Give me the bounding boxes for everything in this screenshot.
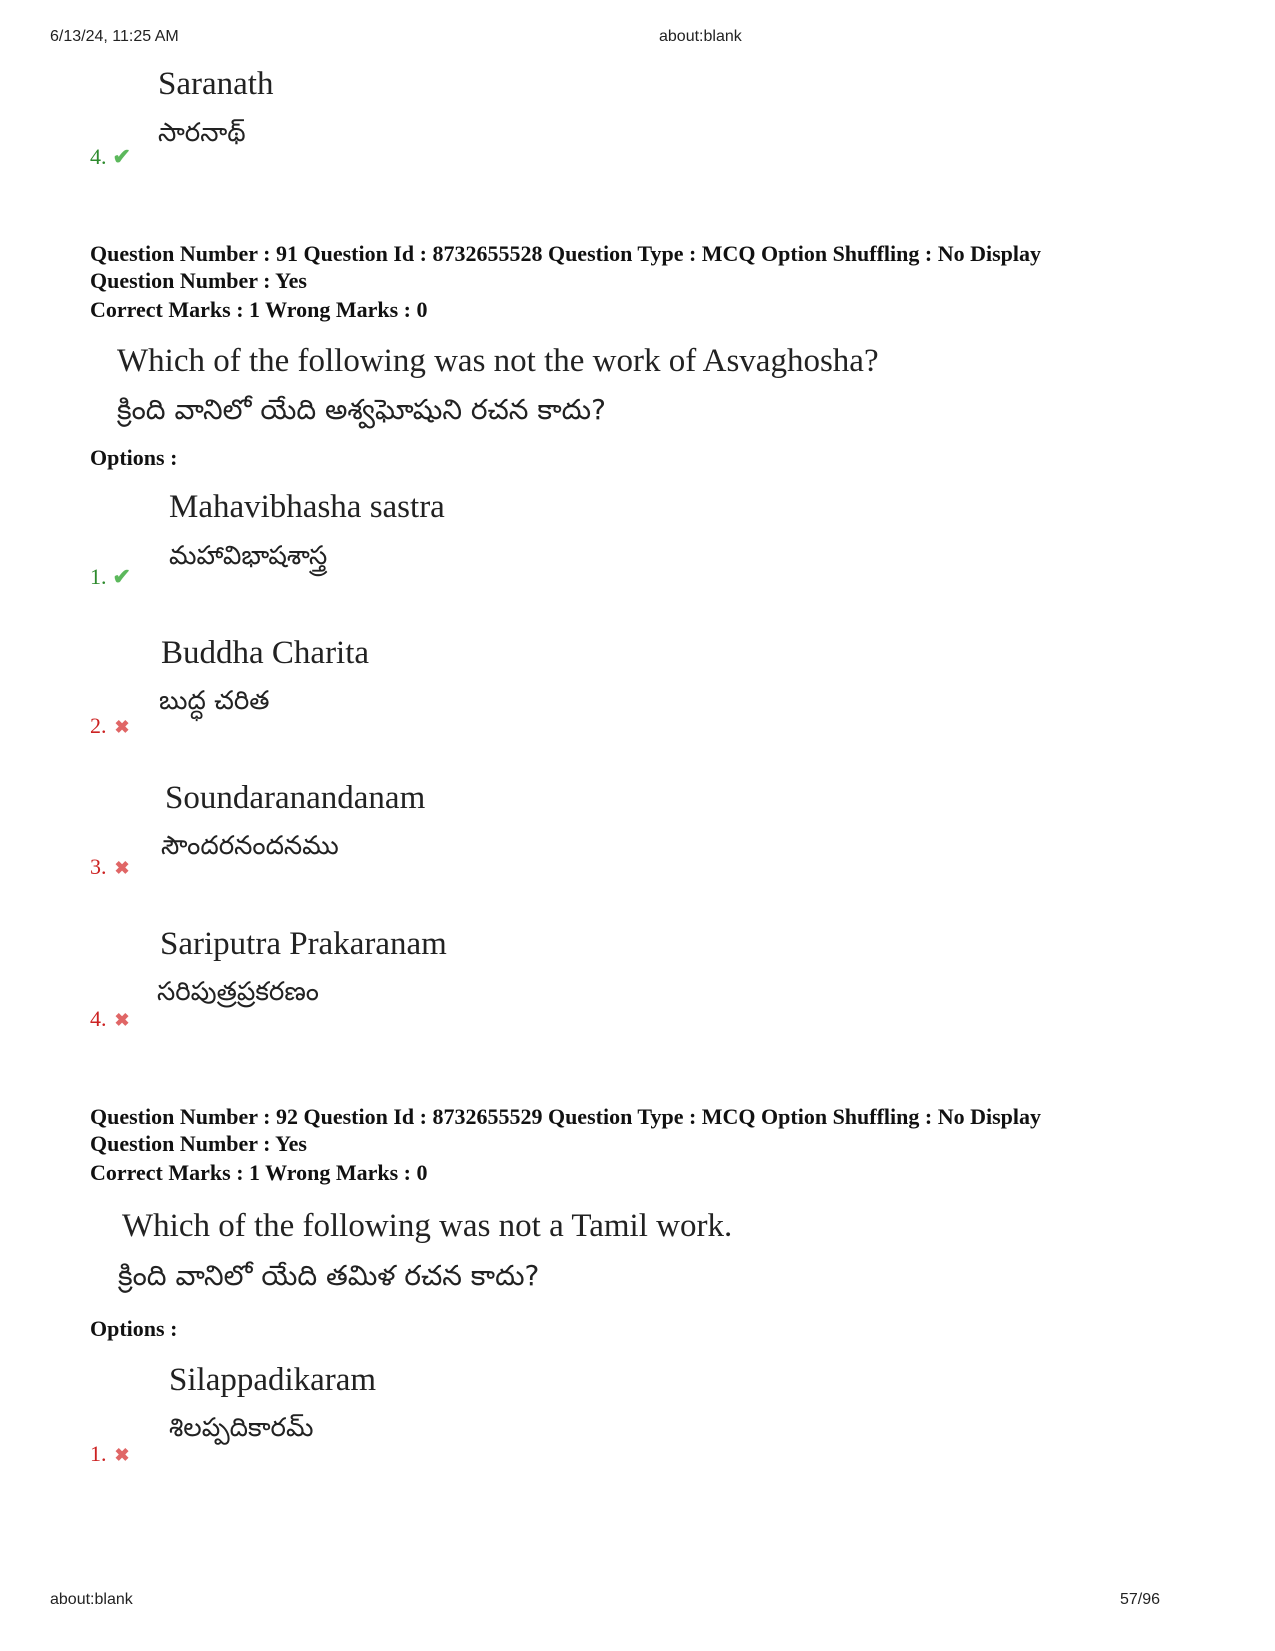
option-number-label: 2. xyxy=(90,713,107,738)
option-number-label: 1. xyxy=(90,564,107,589)
option-text-te: మహావిభాషశాస్త్ర xyxy=(169,541,328,571)
option-text-en: Silappadikaram xyxy=(169,1362,377,1398)
cross-icon: ✖ xyxy=(114,858,130,878)
question-meta-line2: Question Number : Yes xyxy=(90,1131,307,1156)
question-meta-line2: Question Number : Yes xyxy=(90,268,307,293)
option-number xyxy=(90,144,131,170)
option-text-en: Sariputra Prakaranam xyxy=(160,926,447,962)
option-number xyxy=(90,564,131,590)
option-number-label: 1. xyxy=(90,1441,107,1466)
cross-icon: ✖ xyxy=(114,717,130,737)
option-number xyxy=(90,713,130,739)
page-number: 57/96 xyxy=(1120,1591,1161,1608)
option-text-te: బుద్ధ చరిత xyxy=(159,686,270,716)
option-number-label: 4. xyxy=(90,144,107,169)
option-number-label: 3. xyxy=(90,854,107,879)
question-text-te: క్రింది వానిలో యేది తమిళ రచన కాదు? xyxy=(118,1259,540,1292)
options-label: Options : xyxy=(90,1316,178,1341)
print-footer-url: about:blank xyxy=(50,1591,133,1608)
option-number-label: 4. xyxy=(90,1006,107,1031)
option-text-en: Mahavibhasha sastra xyxy=(169,489,445,525)
question-meta xyxy=(90,1103,1190,1157)
question-meta-line1: Question Number : 91 Question Id : 8732655528 Question Type : MCQ Option Shuffling : No Display xyxy=(90,241,1042,266)
cross-icon: ✖ xyxy=(114,1010,130,1030)
question-text-en: Which of the following was not the work of Asvaghosha? xyxy=(117,343,879,379)
check-icon: ✔ xyxy=(112,564,131,589)
cross-icon: ✖ xyxy=(114,1445,130,1465)
option-text-te: శిలప్పదికారమ్ xyxy=(169,1413,314,1443)
question-meta xyxy=(90,240,1190,294)
option-text-en: Buddha Charita xyxy=(161,635,370,671)
option-number xyxy=(90,1006,130,1032)
question-text-en: Which of the following was not a Tamil work. xyxy=(122,1208,733,1244)
option-number xyxy=(90,1441,130,1467)
option-text-te: సౌందరనందనము xyxy=(161,831,339,861)
option-number xyxy=(90,854,130,880)
question-marks: Correct Marks : 1 Wrong Marks : 0 xyxy=(90,297,428,322)
question-meta-line1: Question Number : 92 Question Id : 8732655529 Question Type : MCQ Option Shuffling : No Display xyxy=(90,1104,1042,1129)
question-text-te: క్రింది వానిలో యేది అశ్వఘోషుని రచన కాదు? xyxy=(117,393,606,426)
question-marks: Correct Marks : 1 Wrong Marks : 0 xyxy=(90,1160,428,1185)
print-url: about:blank xyxy=(659,28,742,45)
print-datetime: 6/13/24, 11:25 AM xyxy=(50,28,179,45)
option-text-en: Soundaranandanam xyxy=(165,780,426,816)
check-icon: ✔ xyxy=(112,144,131,169)
options-label: Options : xyxy=(90,445,178,470)
option-text-te: సారనాథ్ xyxy=(158,118,246,148)
option-text-te: సరిపుత్రప్రకరణం xyxy=(157,977,319,1007)
option-text-en: Saranath xyxy=(158,66,274,102)
